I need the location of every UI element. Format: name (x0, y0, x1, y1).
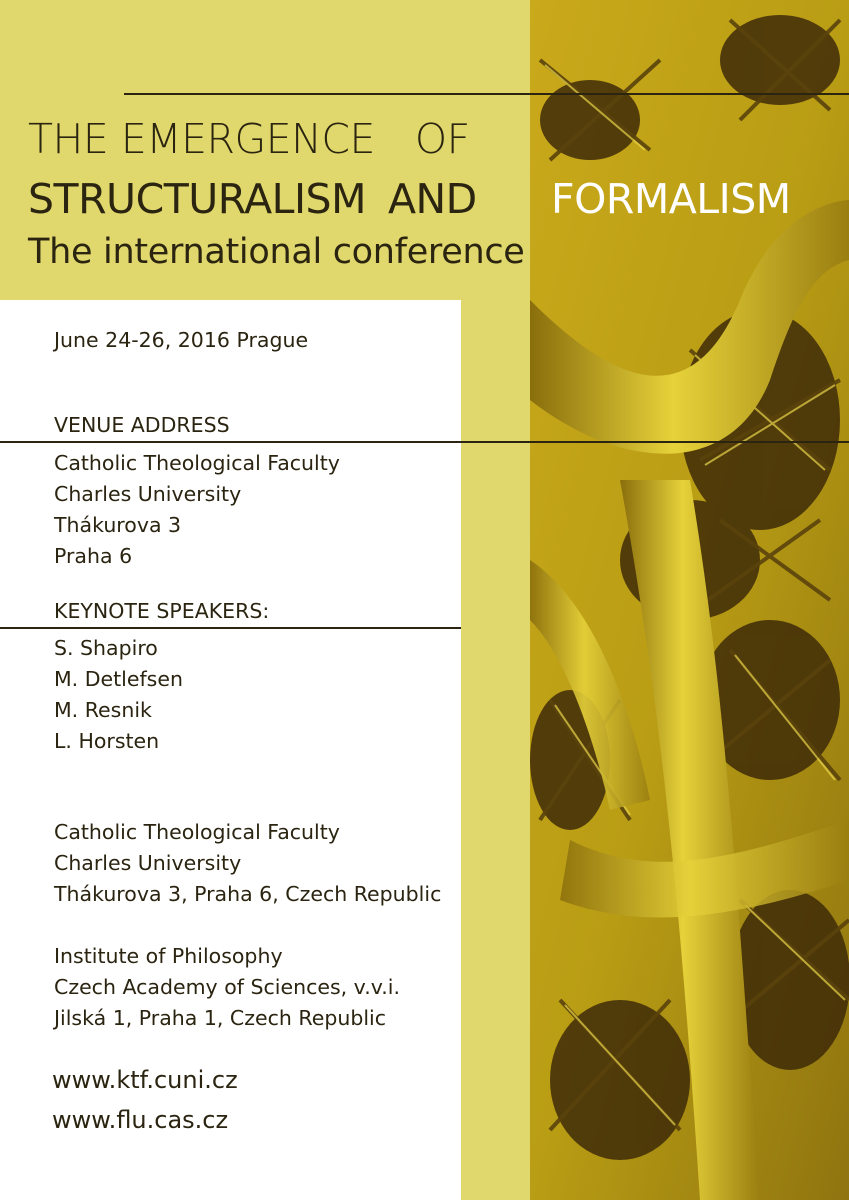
title-rule (124, 93, 849, 95)
title-line-2-c: FORMALISM (551, 175, 791, 223)
title-line-1-a: THE EMERGENCE (28, 115, 375, 163)
conference-date: June 24-26, 2016 Prague (54, 328, 309, 352)
title-line-2-a: STRUCTURALISM (28, 175, 366, 223)
speaker-name: S. Shapiro (54, 636, 158, 660)
organizer-2-line: Jilská 1, Praha 1, Czech Republic (54, 1006, 387, 1030)
title-line-1-b: OF (414, 115, 470, 163)
venue-line: Catholic Theological Faculty (54, 451, 340, 475)
venue-heading: VENUE ADDRESS (54, 413, 230, 437)
title-line-1 (28, 115, 470, 163)
speaker-name: M. Detlefsen (54, 667, 183, 691)
organizer-1-line: Charles University (54, 851, 242, 875)
venue-rule (0, 441, 849, 443)
speaker-name: M. Resnik (54, 698, 152, 722)
organizer-2-line: Czech Academy of Sciences, v.v.i. (54, 975, 400, 999)
venue-line: Charles University (54, 482, 242, 506)
website-link-flu[interactable]: www.flu.cas.cz (52, 1106, 229, 1134)
accent-strip (461, 300, 530, 1200)
venue-line: Praha 6 (54, 544, 133, 568)
keynote-rule (0, 627, 461, 629)
venue-line: Thákurova 3 (54, 513, 182, 537)
organizer-2-line: Institute of Philosophy (54, 944, 283, 968)
organizer-1-line: Thákurova 3, Praha 6, Czech Republic (54, 882, 442, 906)
keynote-heading: KEYNOTE SPEAKERS: (54, 599, 270, 623)
speaker-name: L. Horsten (54, 729, 160, 753)
subtitle: The international conference (28, 232, 525, 272)
title-line-2-b: AND (387, 175, 477, 223)
website-link-ktf[interactable]: www.ktf.cuni.cz (52, 1066, 238, 1094)
organizer-1-line: Catholic Theological Faculty (54, 820, 340, 844)
title-line-2 (28, 175, 477, 223)
